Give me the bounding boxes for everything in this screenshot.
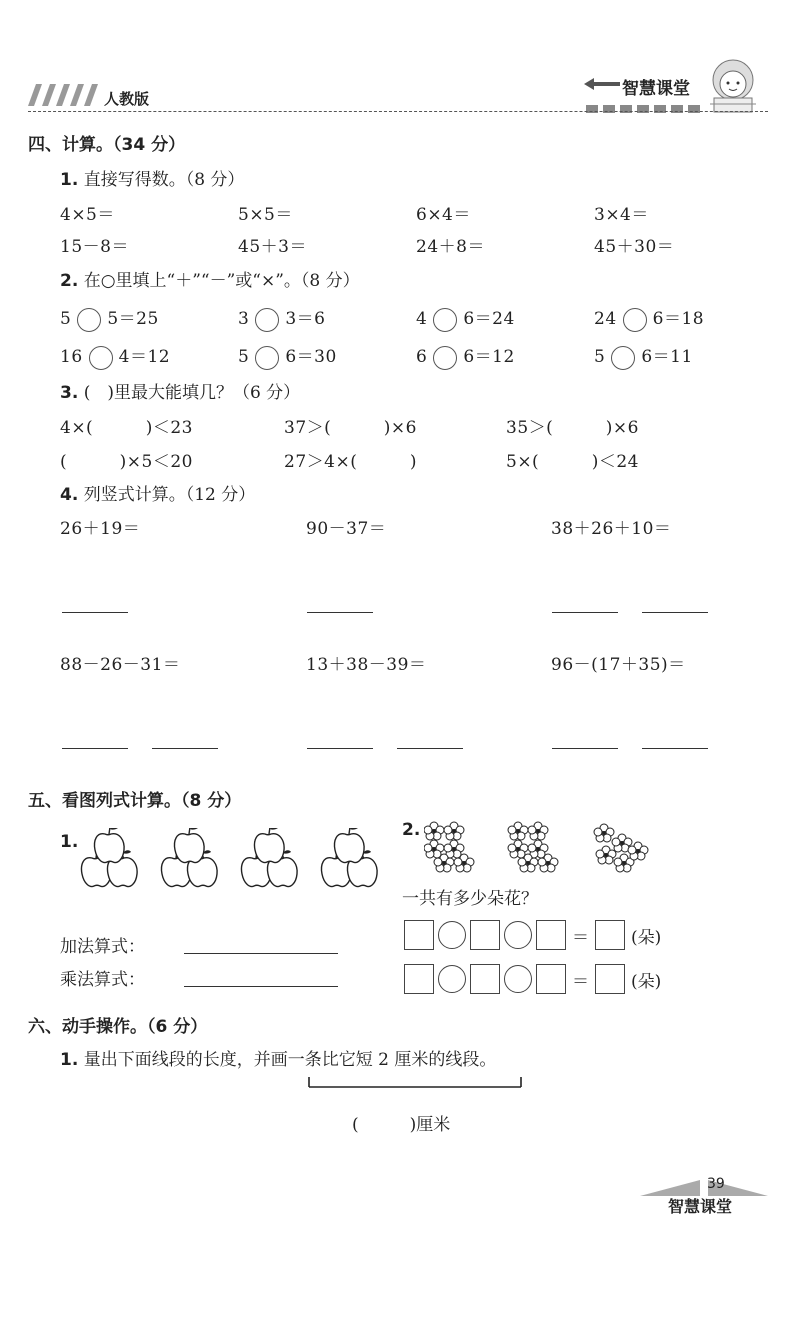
line-segment: [306, 1074, 524, 1090]
answer-line[interactable]: [397, 748, 463, 749]
vertical-problem: 88－26－31＝: [60, 655, 181, 675]
answer-line[interactable]: [307, 748, 373, 749]
answer-line[interactable]: [62, 748, 128, 749]
addition-answer-line[interactable]: [184, 953, 338, 954]
problem: 45＋30＝: [594, 237, 675, 257]
vertical-problem: 38＋26＋10＝: [551, 519, 672, 539]
q-number: 4.: [60, 485, 79, 505]
q-text: 量出下面线段的长度，并画一条比它短 2 厘米的线段。: [83, 1050, 497, 1070]
girl-mascot-icon: [700, 58, 766, 114]
q-text: ( )里最大能填几？（6 分）: [83, 383, 301, 403]
flower-equation-row: [402, 964, 661, 994]
circle-problem: 4 6＝24: [416, 304, 515, 332]
fill-problem[interactable]: 4×( )＜23: [60, 418, 193, 438]
answer-line[interactable]: [642, 612, 708, 613]
vertical-problem: 96－(17＋35)＝: [551, 655, 686, 675]
circle-problem: 16 4＝12: [60, 342, 170, 370]
section-4-title: 四、计算。（34 分）: [28, 135, 186, 155]
multiplication-answer-line[interactable]: [184, 986, 338, 987]
answer-line[interactable]: [152, 748, 218, 749]
answer-box[interactable]: [470, 920, 500, 950]
multiplication-label: 乘法算式：: [60, 970, 145, 990]
result-box[interactable]: [595, 964, 625, 994]
problem: 6×4＝: [416, 205, 471, 225]
flower-icon: [508, 822, 558, 872]
header-brand: 智慧课堂: [622, 79, 690, 99]
vertical-problem: 26＋19＝: [60, 519, 141, 539]
problem-2-number: 2.: [402, 820, 421, 840]
q4-1-heading: [60, 165, 244, 190]
q-text: 直接写得数。（8 分）: [83, 170, 245, 190]
answer-circle[interactable]: [255, 346, 279, 370]
problem: 24＋8＝: [416, 237, 485, 257]
apple-icon: [81, 828, 137, 887]
flower-icon: [594, 824, 648, 872]
q4-2-heading: [60, 266, 360, 291]
equals-sign: ＝: [572, 927, 589, 948]
circle-problem: 6 6＝12: [416, 342, 515, 370]
problem: 4×5＝: [60, 205, 115, 225]
answer-line[interactable]: [552, 748, 618, 749]
q-text: 在○里填上“＋”“－”或“×”。（8 分）: [83, 271, 360, 291]
q4-3-heading: [60, 378, 300, 403]
apple-icon: [241, 828, 297, 887]
operator-circle[interactable]: [438, 921, 466, 949]
circle-problem: 5 6＝11: [594, 342, 693, 370]
q-text: 列竖式计算。（12 分）: [83, 485, 256, 505]
q-number: 1.: [60, 1050, 79, 1070]
header-squares-decoration: [586, 98, 705, 117]
answer-circle[interactable]: [433, 346, 457, 370]
problem: 5×5＝: [238, 205, 293, 225]
flower-question: 一共有多少朵花？: [402, 889, 538, 909]
circle-problem: 5 5＝25: [60, 304, 159, 332]
answer-line[interactable]: [62, 612, 128, 613]
answer-circle[interactable]: [623, 308, 647, 332]
fill-problem[interactable]: 37＞( )×6: [284, 418, 417, 438]
q-number: 3.: [60, 383, 79, 403]
q-number: 1.: [60, 170, 79, 190]
apple-icon: [161, 828, 217, 887]
apple-icon: [321, 828, 377, 887]
fill-problem[interactable]: 27＞4×( ): [284, 452, 417, 472]
equals-sign: ＝: [572, 971, 589, 992]
vertical-problem: 13＋38－39＝: [306, 655, 427, 675]
q4-4-heading: [60, 480, 255, 505]
answer-box[interactable]: [404, 920, 434, 950]
flower-equation-row: [402, 920, 661, 950]
problem: 15－8＝: [60, 237, 129, 257]
answer-box[interactable]: [470, 964, 500, 994]
answer-box[interactable]: [536, 964, 566, 994]
operator-circle[interactable]: [504, 921, 532, 949]
fill-problem[interactable]: 35＞( )×6: [506, 418, 639, 438]
length-answer[interactable]: ( )厘米: [352, 1115, 451, 1135]
operator-circle[interactable]: [504, 965, 532, 993]
fill-problem[interactable]: 5×( )＜24: [506, 452, 639, 472]
q-number: 2.: [60, 271, 79, 291]
header-divider: [28, 111, 768, 112]
apple-groups-illustration: [80, 828, 380, 890]
unit-label: (朵): [631, 971, 662, 992]
problem: 45＋3＝: [238, 237, 307, 257]
answer-circle[interactable]: [89, 346, 113, 370]
operator-circle[interactable]: [438, 965, 466, 993]
answer-box[interactable]: [536, 920, 566, 950]
section-5-title: 五、看图列式计算。（8 分）: [28, 791, 242, 811]
answer-circle[interactable]: [611, 346, 635, 370]
answer-line[interactable]: [307, 612, 373, 613]
vertical-problem: 90－37＝: [306, 519, 387, 539]
header-stripes-decoration: [28, 84, 98, 106]
unit-label: (朵): [631, 927, 662, 948]
circle-problem: 3 3＝6: [238, 304, 325, 332]
answer-circle[interactable]: [77, 308, 101, 332]
flower-icon: [424, 822, 474, 872]
fill-problem[interactable]: ( )×5＜20: [60, 452, 193, 472]
addition-label: 加法算式：: [60, 937, 145, 957]
answer-circle[interactable]: [255, 308, 279, 332]
answer-line[interactable]: [552, 612, 618, 613]
circle-problem: 5 6＝30: [238, 342, 337, 370]
result-box[interactable]: [595, 920, 625, 950]
problem-1-number: 1.: [60, 832, 79, 852]
flower-groups-illustration: [424, 820, 654, 876]
footer-brand: 智慧课堂: [668, 1197, 733, 1216]
q6-1-heading: [60, 1045, 496, 1070]
arrow-icon: [584, 78, 620, 90]
answer-box[interactable]: [404, 964, 434, 994]
edition-label: 人教版: [104, 90, 150, 108]
circle-problem: 24 6＝18: [594, 304, 704, 332]
page-number: 39: [707, 1176, 725, 1192]
answer-line[interactable]: [642, 748, 708, 749]
problem: 3×4＝: [594, 205, 649, 225]
section-6-title: 六、动手操作。（6 分）: [28, 1017, 208, 1037]
answer-circle[interactable]: [433, 308, 457, 332]
